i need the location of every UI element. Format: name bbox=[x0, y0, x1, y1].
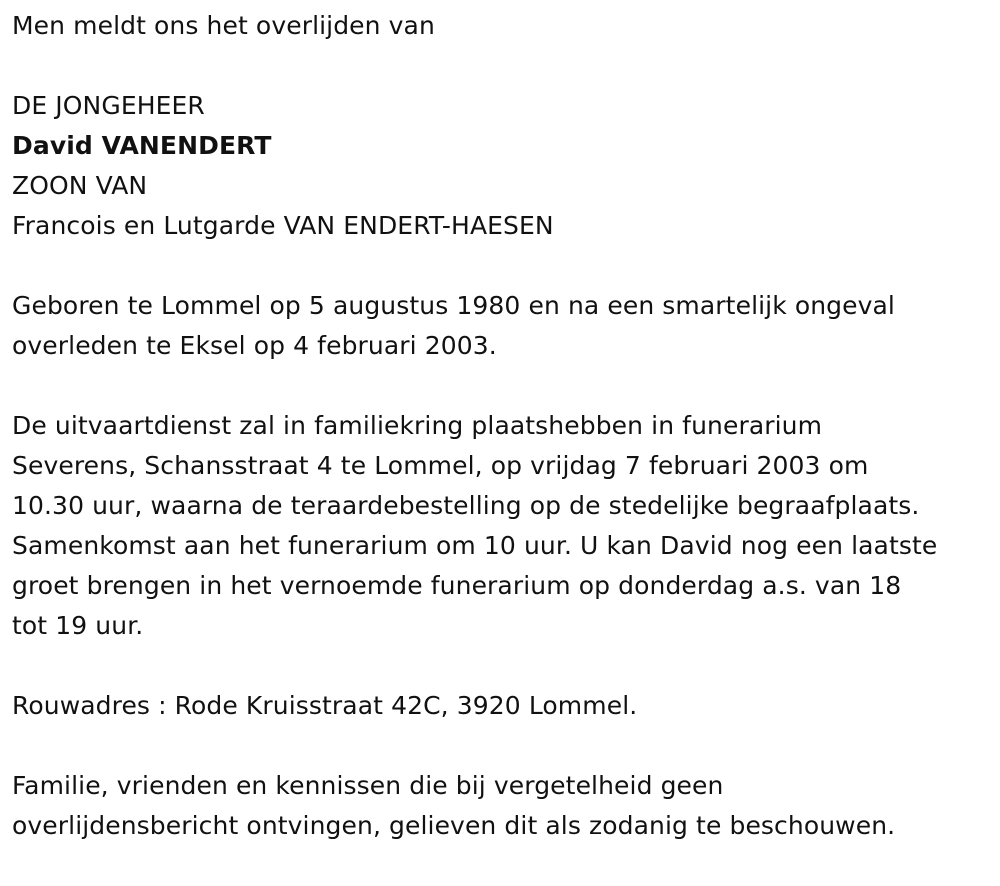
spacer bbox=[12, 46, 988, 86]
spacer bbox=[12, 726, 988, 766]
parents-names: Francois en Lutgarde VAN ENDERT-HAESEN bbox=[12, 211, 554, 240]
spacer bbox=[12, 366, 988, 406]
birth-death-line: Geboren te Lommel op 5 augustus 1980 en na een smartelijk ongeval bbox=[12, 291, 895, 320]
service-line: groet brengen in het vernoemde funerarium op donderdag a.s. van 18 bbox=[12, 571, 902, 600]
closing-line: Familie, vrienden en kennissen die bij vergetelheid geen bbox=[12, 771, 724, 800]
service-line: De uitvaartdienst zal in familiekring plaatshebben in funerarium bbox=[12, 411, 823, 440]
service-line: Severens, Schansstraat 4 te Lommel, op vrijdag 7 februari 2003 om bbox=[12, 451, 869, 480]
mourning-address: Rouwadres : Rode Kruisstraat 42C, 3920 Lommel. bbox=[12, 691, 638, 720]
birth-death-line: overleden te Eksel op 4 februari 2003. bbox=[12, 331, 497, 360]
service-line: 10.30 uur, waarna de teraardebestelling op de stedelijke begraafplaats. bbox=[12, 491, 920, 520]
service-line: Samenkomst aan het funerarium om 10 uur. U kan David nog een laatste bbox=[12, 531, 938, 560]
service-line: tot 19 uur. bbox=[12, 611, 144, 640]
deceased-name: David VANENDERT bbox=[12, 131, 272, 160]
relation-text: ZOON VAN bbox=[12, 171, 148, 200]
closing-line: overlijdensbericht ontvingen, gelieven dit als zodanig te beschouwen. bbox=[12, 811, 896, 840]
title-text: DE JONGEHEER bbox=[12, 91, 205, 120]
spacer bbox=[12, 246, 988, 286]
intro-text: Men meldt ons het overlijden van bbox=[12, 11, 435, 40]
spacer bbox=[12, 646, 988, 686]
